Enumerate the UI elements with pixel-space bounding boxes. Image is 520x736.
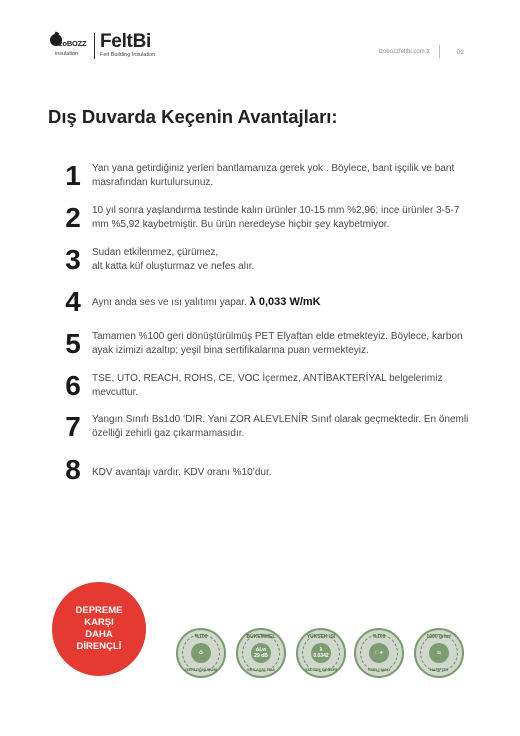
seal-bottom-text: SES AZALTMA: [247, 667, 275, 672]
item-text: TSE, UTO, REACH, ROHS, CE, VOC İçermez, ANTİBAKTERİYAL belgelerimiz mevcuttur.: [92, 373, 443, 398]
item-number: 2: [65, 202, 81, 233]
lambda-value: λ 0,033 W/mK: [249, 296, 321, 308]
item-number: 5: [65, 328, 81, 359]
item-text: Yan yana getirdiğiniz yerleri bantlamanıza gerek yok . Böylece, bant işçilik ve bant masrafından kurtulursunuz.: [92, 163, 455, 188]
item-number: 4: [65, 286, 81, 317]
sound-seal: [236, 628, 286, 678]
lambda-icon: [311, 643, 331, 663]
seal-inner-text: λ 0.0342: [313, 647, 329, 659]
crescent-star-icon: [369, 643, 389, 663]
item-number: 7: [65, 411, 81, 442]
seal-top-text: BÜKEMMEL: [246, 634, 276, 640]
seal-inner-text: ⚖: [436, 650, 442, 656]
seal-bottom-text: YALITIM DEĞERİ: [304, 667, 338, 672]
item-number: 3: [65, 244, 81, 275]
website-text: izobozzfeltbi.com.tr: [378, 49, 430, 55]
item-text: Yangın Sınıfı Bs1d0 ‘DIR. Yani ZOR ALEVLENİR Sınıf olarak geçmektedir. En önemli özelliği zehirli gaz çıkarmamasıdır.: [92, 414, 469, 439]
item-number: 6: [65, 370, 81, 401]
recycle-icon: [191, 643, 211, 663]
item-text: [92, 296, 472, 310]
item-text: Tamamen %100 geri dönüştürülmüş PET Elyaftan elde etmekteyiz. Böylece, karbon ayak izimizi azaltıp; yeşil bina sertifikalarına puan vermekteyiz.: [92, 331, 463, 356]
page-header: [50, 30, 470, 64]
seal-bottom-text: YERLİ MALI: [367, 667, 391, 672]
feltbi-logo: FeltBi: [100, 31, 151, 52]
item-number: 8: [65, 454, 81, 485]
seal-top-text: YÜKSEK ISI: [306, 634, 336, 640]
header-divider: [439, 45, 440, 58]
feltbi-subtitle: Felt Building Insulation: [100, 52, 156, 58]
izobozz-logo: [50, 34, 90, 62]
item-text: Sudan etkilenmez, çürümez, alt katta küf oluşturmaz ve nefes alır.: [92, 247, 255, 272]
recycle-seal: [176, 628, 226, 678]
item-text-main: Aynı anda ses ve ısı yalıtımı yapar.: [92, 297, 247, 308]
page-number: 02: [456, 49, 464, 56]
earthquake-badge: [52, 582, 146, 676]
izobozz-subtitle: insulation: [55, 51, 79, 57]
seal-top-text: %100: [372, 634, 386, 640]
insulation-seal: [296, 628, 346, 678]
izobozz-name: izoBOZZ: [57, 39, 87, 48]
seal-top-text: 1000 gr/m²: [426, 634, 452, 640]
item-text: 10 yıl sonra yaşlandırma testinde kalın ürünler 10-15 mm %2,96; ince ürünler 3-5-7 mm %5,92 kaybetmiştir. Bu ürün neredeyse hiçbir şey kaybetmiyor.: [92, 205, 460, 230]
seal-inner-text: ♻: [198, 650, 204, 656]
item-number: 1: [65, 160, 81, 191]
seal-inner-text: ΔLw 29 dB: [254, 647, 268, 659]
seal-bottom-text: HAFİFTİR: [429, 667, 449, 672]
page-title: Dış Duvarda Keçenin Avantajları:: [48, 106, 338, 127]
weight-icon: [429, 643, 449, 663]
earthquake-badge-text: DEPREME KARŞI DAHA DİRENÇLİ: [75, 605, 123, 652]
seal-top-text: %100: [194, 634, 208, 640]
sound-icon: [251, 643, 271, 663]
domestic-seal: [354, 628, 404, 678]
item-text: KDV avantajı vardır. KDV oranı %10’dur.: [92, 467, 272, 478]
lightweight-seal: [414, 628, 464, 678]
logo-divider: [94, 33, 95, 59]
seal-inner-text: ☾★: [374, 650, 384, 656]
seal-bottom-text: GERİ DÖNÜŞÜM: [185, 667, 217, 672]
